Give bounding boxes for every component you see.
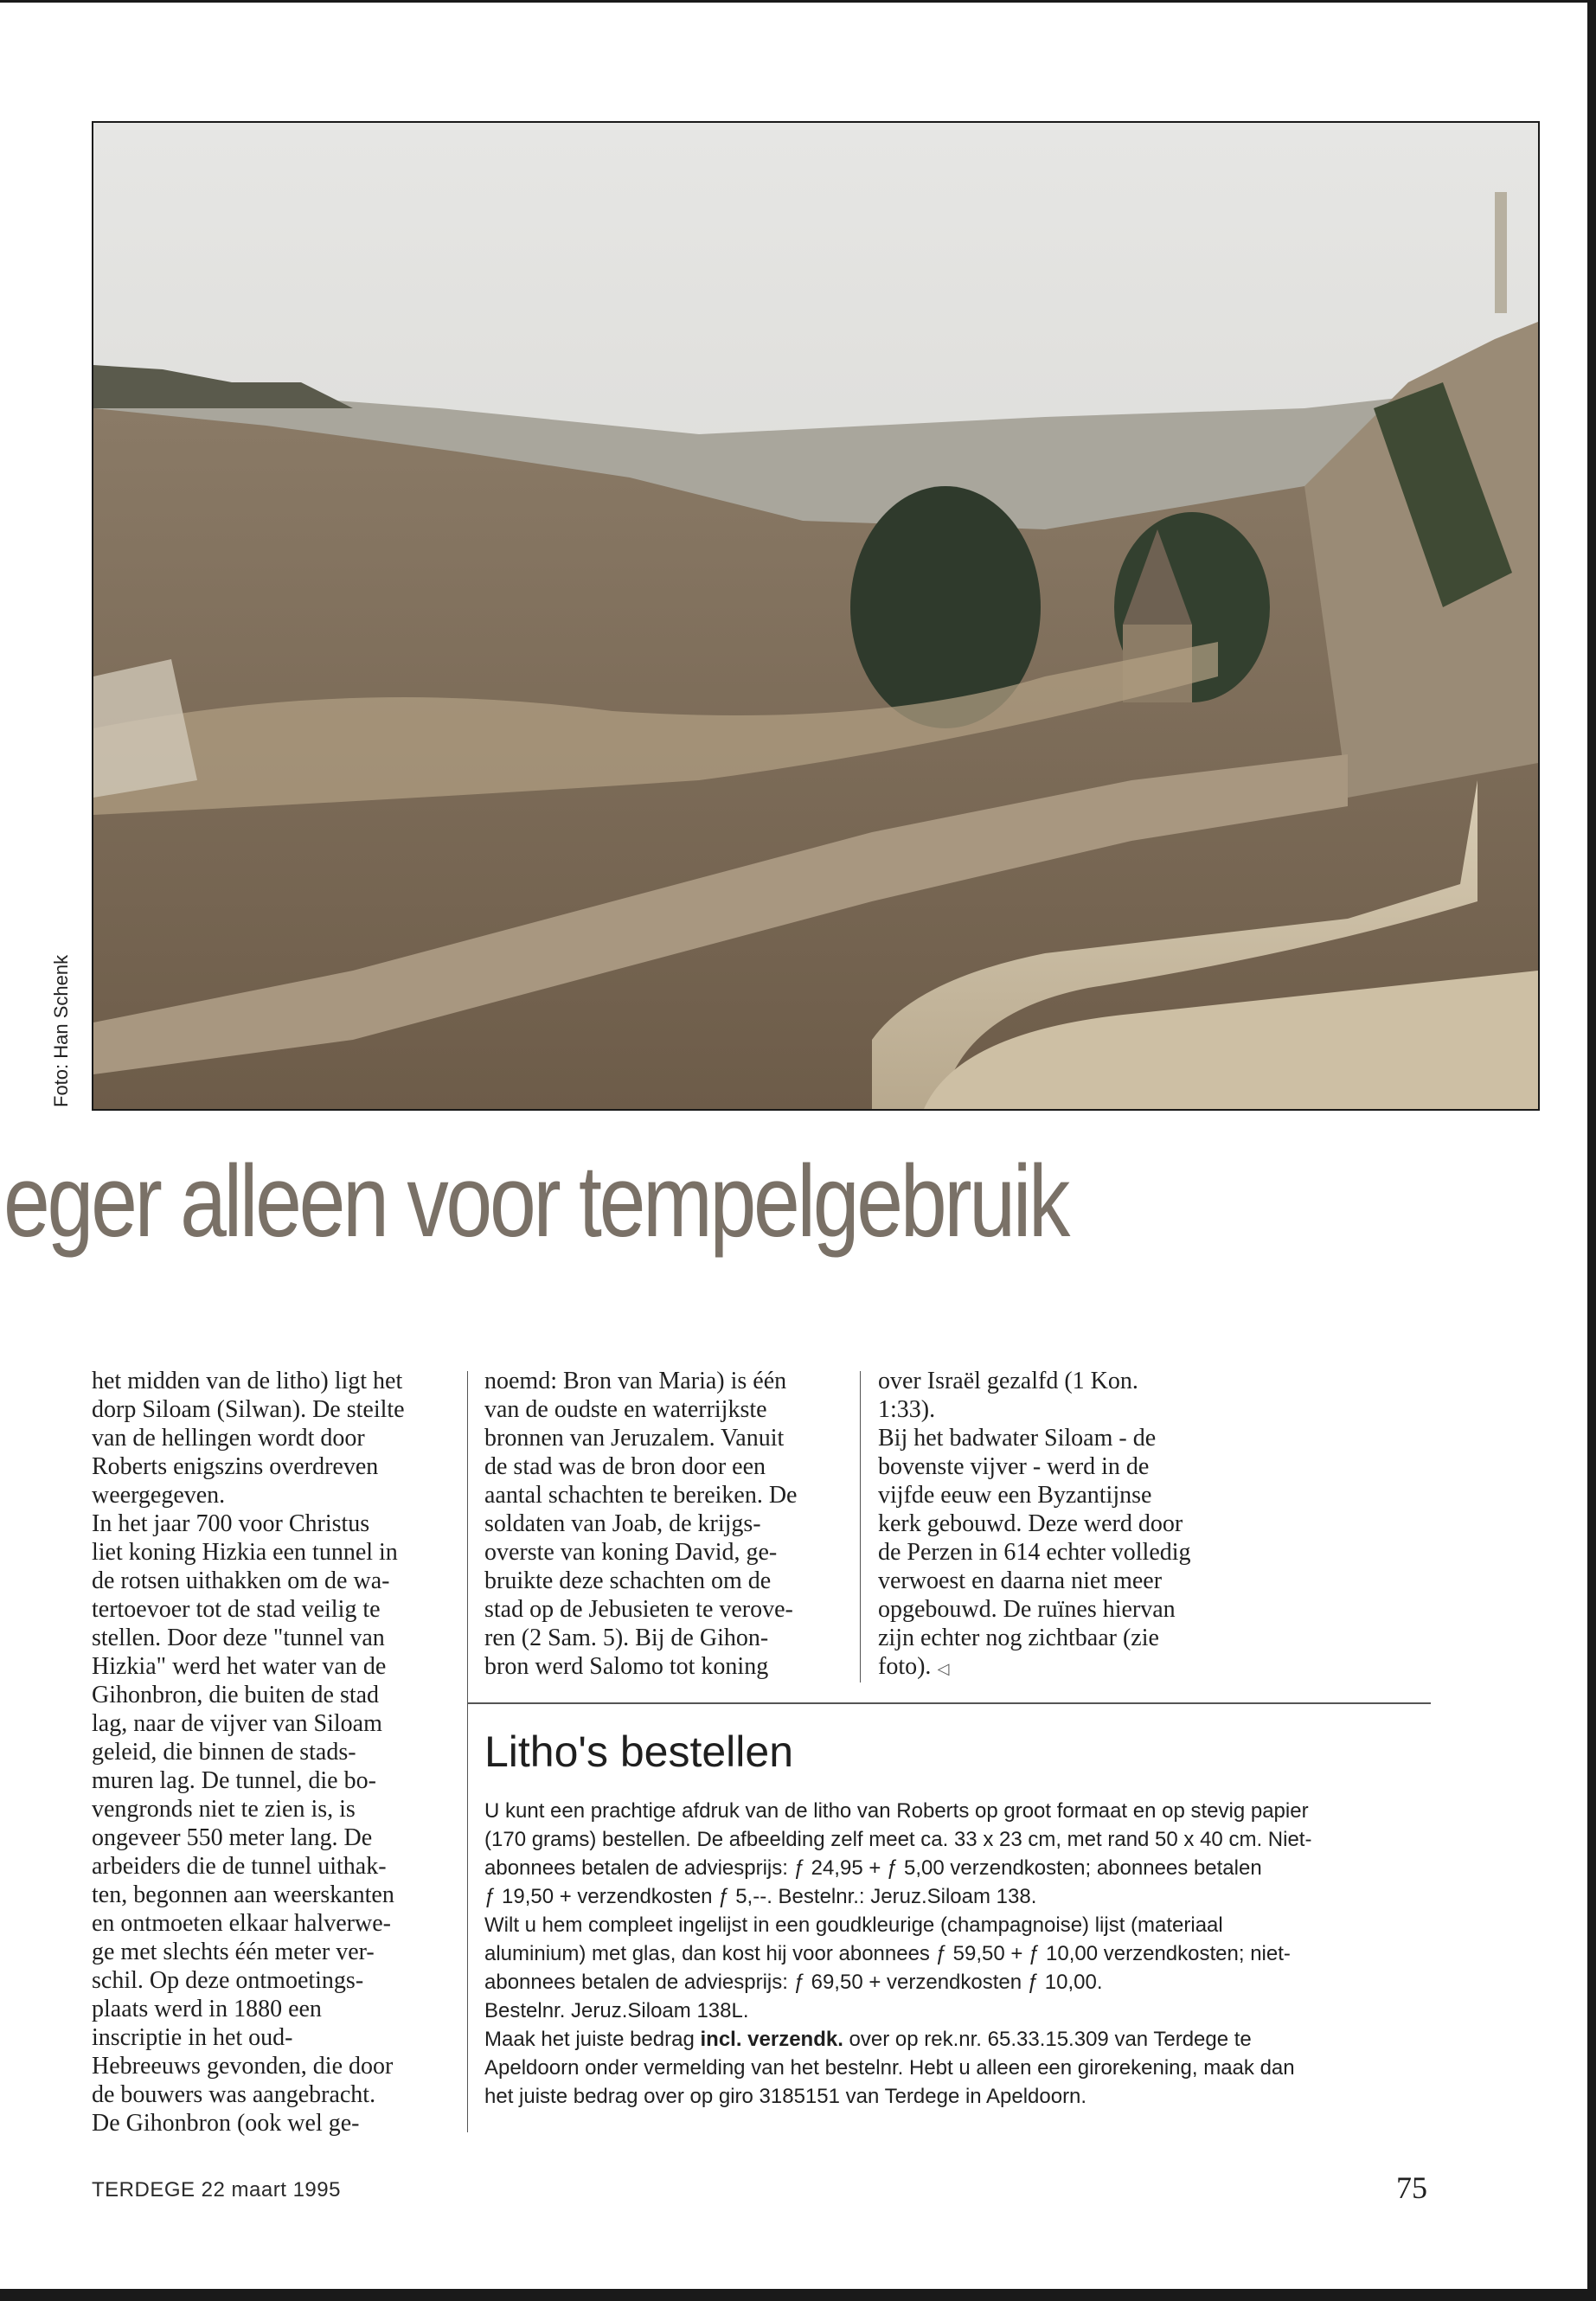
text-line: abonnees betalen de adviesprijs: ƒ 69,50 + verzendkosten ƒ 10,00. [484,1971,1103,1994]
text-line: aantal schachten te bereiken. De [484,1482,798,1509]
column-divider-2 [860,1371,861,1682]
order-box-title: Litho's bestellen [484,1727,794,1776]
text-line: In het jaar 700 voor Christus [92,1510,370,1537]
text-line: De Gihonbron (ook wel ge- [92,2110,360,2137]
text-line: schil. Op deze ontmoetings- [92,1967,364,1994]
payment-prefix: Maak het juiste bedrag [484,2028,701,2051]
text-line: abonnees betalen de adviesprijs: ƒ 24,95 + ƒ 5,00 verzendkosten; abonnees betalen [484,1856,1262,1880]
text-line: plaats werd in 1880 een [92,1996,322,2022]
text-line: bron werd Salomo tot koning [484,1653,769,1680]
headline: eger alleen voor tempelgebruik [3,1144,1068,1259]
text-line: bronnen van Jeruzalem. Vanuit [484,1425,785,1452]
text-line: aluminium) met glas, dan kost hij voor abonnees ƒ 59,50 + ƒ 10,00 verzendkosten; niet- [484,1942,1291,1965]
text-line: de bouwers was aangebracht. [92,2081,376,2108]
kidron-valley-illustration [93,123,1538,1109]
page-top-border [0,0,1596,15]
order-box-body [484,1797,1453,2111]
page-bottom-border [0,2289,1596,2301]
text-line: (170 grams) bestellen. De afbeelding zelf meet ca. 33 x 23 cm, met rand 50 x 40 cm. Niet- [484,1828,1312,1851]
text-line: weergegeven. [92,1482,226,1509]
text-line: Bij het badwater Siloam - de [878,1425,1157,1452]
text-line: het juiste bedrag over op giro 3185151 van Terdege in Apeldoorn. [484,2085,1087,2108]
text-line: overste van koning David, ge- [484,1539,778,1566]
text-line: bovenste vijver - werd in de [878,1453,1150,1480]
text-line [878,1652,1241,1683]
payment-bold: incl. verzendk. [700,2028,843,2051]
text-line: van de hellingen wordt door [92,1425,365,1452]
text-line: stad op de Jebusieten te verove- [484,1596,793,1623]
text-line: ten, begonnen aan weerskanten [92,1881,394,1908]
text-line: lag, naar de vijver van Siloam [92,1710,382,1737]
article-column-2 [484,1367,848,1681]
payment-suffix: over op rek.nr. 65.33.15.309 van Terdege te [843,2028,1252,2051]
order-box-rule [467,1702,1431,1704]
text-line: kerk gebouwd. Deze werd door [878,1510,1183,1537]
text-line: muren lag. De tunnel, die bo- [92,1767,376,1794]
text-line: U kunt een prachtige afdruk van de litho van Roberts op groot formaat en op stevig papier [484,1799,1309,1823]
article-column-1 [92,1367,455,2138]
text-line: Roberts enigszins overdreven [92,1453,379,1480]
text-line: 1:33). [878,1396,936,1423]
photo-credit: Foto: Han Schenk [50,954,72,1107]
column-divider-1 [467,1371,468,2132]
landscape-photo [92,121,1540,1111]
text-line: de stad was de bron door een [484,1453,766,1480]
text-line: over Israël gezalfd (1 Kon. [878,1368,1138,1394]
text-line: ge met slechts één meter ver- [92,1939,375,1965]
text-line: arbeiders die de tunnel uithak- [92,1853,387,1880]
text-line: bruikte deze schachten om de [484,1567,772,1594]
text-line: inscriptie in het oud- [92,2024,293,2051]
text-line: noemd: Bron van Maria) is één [484,1368,787,1394]
text-line: tertoevoer tot de stad veilig te [92,1596,381,1623]
text-line: van de oudste en waterrijkste [484,1396,767,1423]
text-line: ren (2 Sam. 5). Bij de Gihon- [484,1625,769,1651]
text-line: opgebouwd. De ruïnes hiervan [878,1596,1176,1623]
page-right-border [1587,0,1596,2301]
page-number: 75 [1396,2170,1427,2205]
text-line: Hizkia" werd het water van de [92,1653,387,1680]
article-column-3 [878,1367,1241,1683]
text-line: verwoest en daarna niet meer [878,1567,1163,1594]
text-line: Hebreeuws gevonden, die door [92,2053,394,2080]
text-line: Apeldoorn onder vermelding van het bestelnr. Hebt u alleen een girorekening, maak dan [484,2056,1295,2080]
text-line: ƒ 19,50 + verzendkosten ƒ 5,--. Bestelnr.: Jeruz.Siloam 138. [484,1885,1037,1908]
city-wall-tower [1495,192,1507,313]
text-line: de rotsen uithakken om de wa- [92,1567,390,1594]
text-line: Gihonbron, die buiten de stad [92,1682,380,1708]
publication-footer: TERDEGE 22 maart 1995 [92,2178,341,2202]
text-line: stellen. Door deze "tunnel van [92,1625,385,1651]
text-line: en ontmoeten elkaar halverwe- [92,1910,391,1937]
text-line: soldaten van Joab, de krijgs- [484,1510,761,1537]
text-line: vijfde eeuw een Byzantijnse [878,1482,1152,1509]
text-line: geleid, die binnen de stads- [92,1739,356,1766]
end-of-article-icon: ◁ [937,1660,950,1677]
text-line: ongeveer 550 meter lang. De [92,1824,373,1851]
text-line: liet koning Hizkia een tunnel in [92,1539,398,1566]
text-line: dorp Siloam (Silwan). De steilte [92,1396,405,1423]
payment-line [484,2025,1453,2054]
text-line: het midden van de litho) ligt het [92,1368,403,1394]
text-line: Bestelnr. Jeruz.Siloam 138L. [484,1999,749,2022]
text-line: de Perzen in 614 echter volledig [878,1539,1191,1566]
text-line: vengronds niet te zien is, is [92,1796,356,1823]
text-line: Wilt u hem compleet ingelijst in een goudkleurige (champagnoise) lijst (materiaal [484,1913,1223,1937]
text-line: zijn echter nog zichtbaar (zie [878,1625,1159,1651]
last-line-text: foto). [878,1653,932,1680]
